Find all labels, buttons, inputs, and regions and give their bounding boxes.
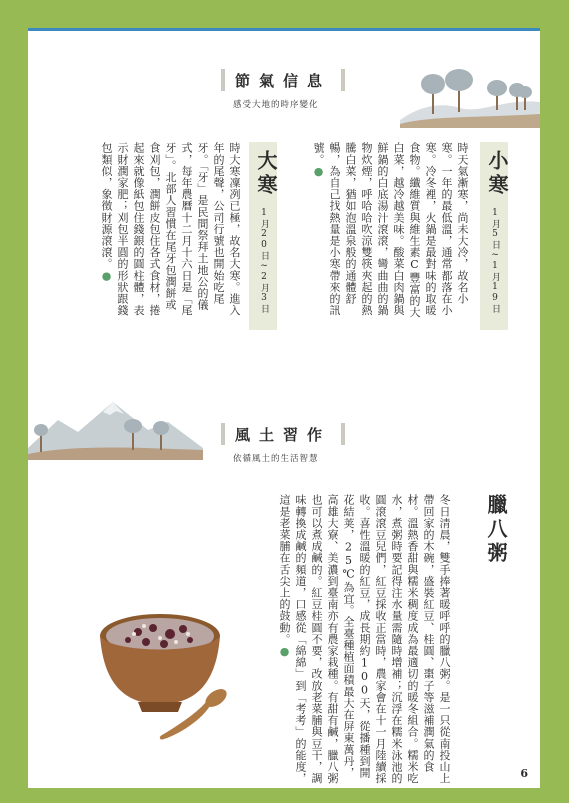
labazhou-end-dot: ● (278, 644, 291, 659)
section1-title: 節氣信息 (231, 68, 335, 93)
section1-header-bar (221, 69, 225, 91)
section1-header-bar-right (341, 69, 345, 91)
xiaohan-end-dot: ● (312, 165, 325, 179)
dahan-body (98, 142, 242, 318)
xiaohan-body (310, 142, 470, 318)
section2-title: 風土習作 (231, 422, 335, 447)
dahan-tag (249, 142, 277, 330)
snowy-mountain-illustration (28, 390, 203, 460)
labazhou-title: 臘八粥 (484, 494, 508, 566)
dahan-body-text: 時大寒凜冽已極，故名大寒。進入年的尾聲，公司行號也開始吃尾牙。「牙」是民間祭拜土地公的儀式，每年農曆十二月十六日是「尾牙」。北部人習慣在尾牙包潤餅或食刈包，潤餅皮包住各式食材，捲起來就像紙包住錢銀的圓柱體，表示財潤家肥；刈包半圓的形狀跟錢包類似，象徵財源滾滾。 (100, 142, 241, 316)
section2-header (221, 422, 345, 446)
page-number: 6 (520, 767, 528, 780)
labazhou-body (276, 494, 452, 784)
xiaohan-title: 小寒 (485, 150, 509, 198)
xiaohan-date: 1月5日~1月19日 (490, 208, 500, 314)
page (28, 28, 540, 788)
dahan-end-dot: ● (100, 269, 113, 284)
section1-header (221, 68, 345, 92)
porridge-bowl-illustration (98, 596, 248, 746)
top-accent-bar (28, 28, 540, 31)
labazhou-body-text: 冬日清晨，雙手捧著暖呼呼的臘八粥。是一只從南投山上帶回家的木碗，盛裝紅豆、桂圓、棗子等滋補潤氣的食材。溫熱香甜與糯米稠度成為最適切的暖冬組合。糯米吃水，煮粥時要記得注水量需隨時增補；沉浮在糯米泳池的圓滾滾豆兒們，紅豆採收正當時，農家會在十一月陸續採收。喜性溫暖的紅豆，成長期約100天，從播種到開花結荚，25℃為宜。全臺種植面積最大在屏東萬丹，高雄大寮、美濃到臺南亦有農家栽種。有甜有鹹，臘八粥也可以煮成鹹的。紅豆桂圓不要，改放老菜脯與豆干，調味轉換成鹹的頻道，口感從「綿綿」到「考考」的能度，這是老菜脯在舌尖上的鼓動。 (278, 494, 451, 784)
xiaohan-tag (480, 142, 508, 330)
dahan-date: 1月20日~2月3日 (259, 208, 269, 314)
xiaohan-body-text: 時天氣漸寒，尚未大冷，故名小寒。一年的最低溫，通常都落在小寒。冷冬裡，火鍋是最對味的取暖食物。纖維質與維生素C豐富的大白菜，越冷越美味。酸菜白肉鍋與鮮鍋的白底湯汁滾滾，彎曲曲的鍋物炊煙，呼哈哈吹涼雙筷夾起的熱騰白菜，猶如泡溫泉般的通體舒暢，為自己找熱量是小寒帶來的訊號。 (312, 142, 469, 318)
dahan-title: 大寒 (254, 150, 278, 198)
section2-subtitle: 依循風土的生活智慧 (233, 454, 319, 464)
section1-subtitle: 感受大地的時序變化 (233, 100, 319, 110)
winter-trees-illustration-top (400, 58, 540, 128)
section2-header-bar (221, 423, 225, 445)
section2-header-bar-right (341, 423, 345, 445)
